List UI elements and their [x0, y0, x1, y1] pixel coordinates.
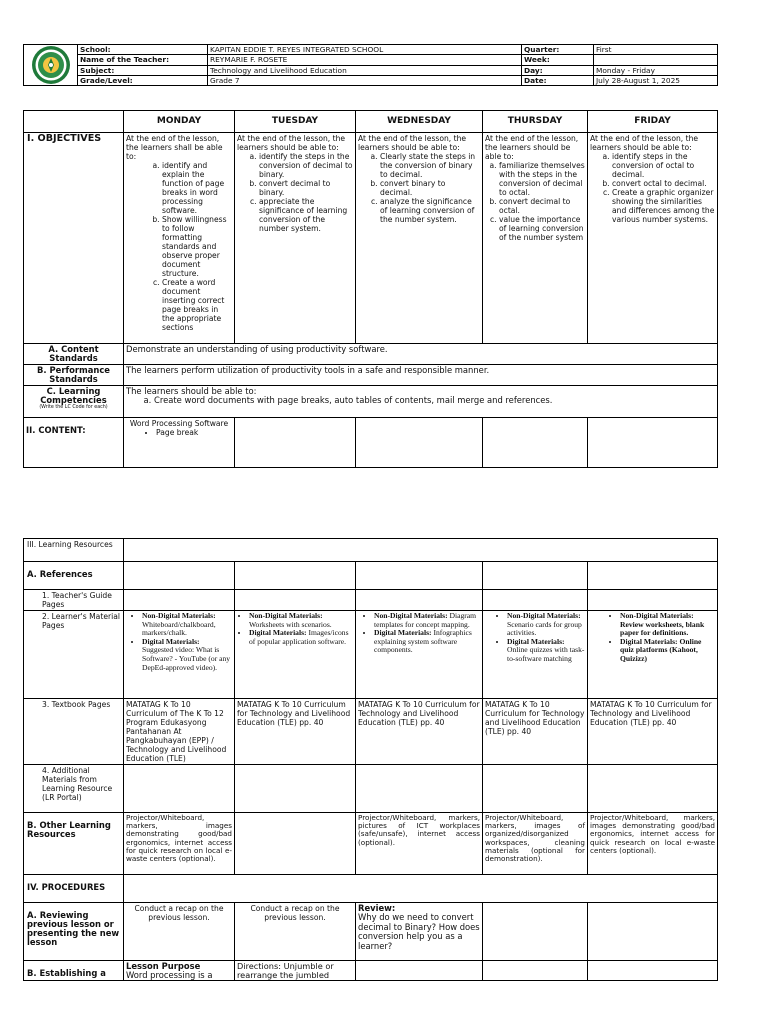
textbook-monday: MATATAG K To 10 Curriculum of The K To 12 Program Edukasyong Pantahanan At Pangkabuhayan (EPP) / Technology and Livelihood Education (TLE) — [124, 699, 235, 765]
week-label: Week: — [522, 55, 594, 65]
lc-item: a. Create word documents with page breaks, auto tables of contents, mail merge and references. — [154, 396, 715, 405]
material-item: • Non-Digital Materials: Whiteboard/chalkboard, markers/chalk. — [142, 612, 232, 638]
day-value: Monday - Friday — [594, 65, 718, 75]
learning-competencies-label: C. Learning Competencies — [40, 386, 107, 405]
objective-item: b. Show willingness to follow formatting standards and observe proper document structure. — [162, 215, 232, 278]
teachers-guide-label: 1. Teacher's Guide Pages — [24, 590, 124, 611]
review-title: Review: — [358, 903, 396, 913]
objective-item: b. convert decimal to octal. — [499, 197, 585, 215]
content-item: • Page break — [156, 428, 232, 437]
objective-item: b. convert decimal to binary. — [259, 179, 353, 197]
material-item: • Digital Materials: Suggested video: What is Software? - YouTube (or any DepEd-approved video). — [142, 638, 232, 672]
date-label: Date: — [522, 75, 594, 85]
school-label: School: — [78, 45, 208, 55]
day-header-wednesday: WEDNESDAY — [356, 111, 483, 133]
establishing-label: B. Establishing a — [24, 961, 124, 981]
other-resources-row — [24, 813, 718, 875]
cell — [356, 961, 483, 981]
references-row — [24, 562, 718, 590]
textbook-label: 3. Textbook Pages — [24, 699, 124, 765]
cell — [588, 765, 718, 813]
cell — [235, 562, 356, 590]
other-tuesday — [235, 813, 356, 875]
objective-item: a. identify and explain the function of page breaks in word processing software. — [162, 161, 232, 215]
learning-competencies-row — [24, 386, 718, 418]
objectives-intro: At the end of the lesson, the learners should be able to: — [485, 134, 579, 161]
references-label: A. References — [24, 562, 124, 590]
day-header-monday: MONDAY — [124, 111, 235, 133]
cell — [356, 765, 483, 813]
grade-value: Grade 7 — [208, 75, 522, 85]
objectives-thursday — [483, 133, 588, 344]
teacher-value: REYMARIE F. ROSETE — [208, 55, 522, 65]
performance-standards-row — [24, 365, 718, 386]
other-monday: Projector/Whiteboard, markers, images demonstrating good/bad ergonomics, internet access for quick research on local e-waste centers (optional). — [124, 813, 235, 875]
day-header-thursday: THURSDAY — [483, 111, 588, 133]
additional-materials-row — [24, 765, 718, 813]
objective-item: a. identify the steps in the conversion of decimal to binary. — [259, 152, 353, 179]
material-item: • Digital Materials: Online quiz platforms (Kahoot, Quizizz) — [620, 638, 715, 664]
objective-item: a. Clearly state the steps in the conversion of binary to decimal. — [380, 152, 480, 179]
objectives-row — [24, 133, 718, 344]
days-header-row — [24, 111, 718, 133]
learners-material-row — [24, 611, 718, 699]
performance-standards-value: The learners perform utilization of productivity tools in a safe and responsible manner. — [124, 365, 718, 386]
material-item: • Digital Materials: Images/icons of popular application software. — [249, 629, 353, 646]
content-wednesday — [356, 418, 483, 468]
quarter-label: Quarter: — [522, 45, 594, 55]
reviewing-row — [24, 903, 718, 961]
material-item: • Non-Digital Materials: Scenario cards for group activities. — [507, 612, 585, 638]
objectives-wednesday — [356, 133, 483, 344]
lc-intro: The learners should be able to: — [126, 386, 257, 396]
objectives-monday — [124, 133, 235, 344]
objectives-tuesday — [235, 133, 356, 344]
cell — [483, 562, 588, 590]
objective-item: a. identify steps in the conversion of octal to decimal. — [612, 152, 715, 179]
content-friday — [588, 418, 718, 468]
quarter-value: First — [594, 45, 718, 55]
subject-value: Technology and Livelihood Education — [208, 65, 522, 75]
textbook-friday: MATATAG K To 10 Curriculum for Technology and Livelihood Education (TLE) pp. 40 — [588, 699, 718, 765]
objective-item: c. appreciate the significance of learning conversion of the number system. — [259, 197, 353, 233]
learners-wednesday — [356, 611, 483, 699]
cell — [124, 562, 235, 590]
cell — [124, 765, 235, 813]
objectives-friday — [588, 133, 718, 344]
learning-resources-row — [24, 539, 718, 562]
learners-monday — [124, 611, 235, 699]
resources-table — [23, 538, 718, 981]
textbook-tuesday: MATATAG K To 10 Curriculum for Technology and Livelihood Education (TLE) pp. 40 — [235, 699, 356, 765]
header-info-table — [23, 44, 718, 86]
learners-friday — [588, 611, 718, 699]
cell — [356, 562, 483, 590]
cell — [235, 590, 356, 611]
performance-standards-label: B. Performance Standards — [24, 365, 124, 386]
cell — [588, 590, 718, 611]
establishing-monday — [124, 961, 235, 981]
learning-resources-empty — [124, 539, 718, 562]
learners-material-label: 2. Learner's Material Pages — [24, 611, 124, 699]
other-wednesday: Projector/Whiteboard, markers, pictures of ICT workplaces (safe/unsafe), internet access (optional). — [356, 813, 483, 875]
subject-label: Subject: — [78, 65, 208, 75]
other-friday: Projector/Whiteboard, markers, images demonstrating good/bad ergonomics, internet access for quick research on local e-waste centers (optional). — [588, 813, 718, 875]
material-item: • Non-Digital Materials: Diagram templates for concept mapping. — [374, 612, 480, 629]
corner-cell — [24, 111, 124, 133]
school-seal-icon — [31, 45, 71, 85]
lesson-purpose-body: Word processing is a — [126, 969, 213, 980]
teachers-guide-row — [24, 590, 718, 611]
reviewing-monday: Conduct a recap on the previous lesson. — [124, 903, 235, 961]
objective-item: c. analyze the significance of learning conversion of the number system. — [380, 197, 480, 224]
cell — [588, 903, 718, 961]
learning-competencies-label-cell — [24, 386, 124, 418]
additional-materials-label: 4. Additional Materials from Learning Resource (LR Portal) — [24, 765, 124, 813]
objectives-intro: At the end of the lesson, the learners should be able to: — [358, 134, 467, 152]
objectives-label: I. OBJECTIVES — [24, 133, 124, 344]
cell — [483, 590, 588, 611]
objective-item: c. Create a graphic organizer showing the similarities and differences among the various number systems. — [612, 188, 715, 224]
date-value: July 28-August 1, 2025 — [594, 75, 718, 85]
objectives-intro: At the end of the lesson, the learners shall be able to: — [126, 134, 223, 161]
procedures-label: IV. PROCEDURES — [24, 875, 124, 903]
cell — [483, 765, 588, 813]
learning-competencies-value — [124, 386, 718, 418]
day-label: Day: — [522, 65, 594, 75]
textbook-thursday: MATATAG K To 10 Curriculum for Technology and Livelihood Education (TLE) pp. 40 — [483, 699, 588, 765]
content-tuesday — [235, 418, 356, 468]
learners-thursday — [483, 611, 588, 699]
content-title: Word Processing Software — [129, 419, 229, 428]
content-row — [24, 418, 718, 468]
day-header-friday: FRIDAY — [588, 111, 718, 133]
cell — [124, 590, 235, 611]
content-standards-label: A. Content Standards — [24, 344, 124, 365]
cell — [588, 961, 718, 981]
establishing-tuesday: Directions: Unjumble or rearrange the jumbled — [235, 961, 356, 981]
material-item: • Non-Digital Materials: Worksheets with scenarios. — [249, 612, 353, 629]
lc-code-note: (Write the LC Code for each) — [39, 405, 108, 411]
cell — [235, 765, 356, 813]
logo-cell — [24, 45, 78, 86]
objectives-intro: At the end of the lesson, the learners should be able to: — [237, 134, 346, 152]
learning-resources-label: III. Learning Resources — [24, 539, 124, 562]
textbook-row — [24, 699, 718, 765]
establishing-row — [24, 961, 718, 981]
lesson-purpose-title: Lesson Purpose — [126, 961, 201, 971]
grade-label: Grade/Level: — [78, 75, 208, 85]
reviewing-tuesday: Conduct a recap on the previous lesson. — [235, 903, 356, 961]
material-item: • Non-Digital Materials: Review worksheets, blank paper for definitions. — [620, 612, 715, 638]
content-monday — [124, 418, 235, 468]
procedures-empty — [124, 875, 718, 903]
cell — [356, 590, 483, 611]
cell — [483, 903, 588, 961]
teacher-label: Name of the Teacher: — [78, 55, 208, 65]
content-standards-value: Demonstrate an understanding of using productivity software. — [124, 344, 718, 365]
content-label: II. CONTENT: — [24, 418, 124, 468]
other-thursday: Projector/Whiteboard, markers, images of organized/disorganized workspaces, cleaning materials (optional for demonstration). — [483, 813, 588, 875]
day-header-tuesday: TUESDAY — [235, 111, 356, 133]
objectives-intro: At the end of the lesson, the learners should be able to: — [590, 134, 699, 152]
reviewing-wednesday — [356, 903, 483, 961]
objective-item: c. value the importance of learning conversion of the number system — [499, 215, 585, 242]
textbook-wednesday: MATATAG K To 10 Curriculum for Technology and Livelihood Education (TLE) pp. 40 — [356, 699, 483, 765]
objective-item: b. convert binary to decimal. — [380, 179, 480, 197]
review-body: Why do we need to convert decimal to Binary? How does conversion help you as a learner? — [358, 912, 480, 951]
objective-item: b. convert octal to decimal. — [612, 179, 715, 188]
school-value: KAPITAN EDDIE T. REYES INTEGRATED SCHOOL — [208, 45, 522, 55]
week-value — [594, 55, 718, 65]
objectives-table — [23, 110, 718, 468]
objective-item: c. Create a word document inserting correct page breaks in the appropriate sections — [162, 278, 232, 332]
reviewing-label: A. Reviewing previous lesson or presenting the new lesson — [24, 903, 124, 961]
learners-tuesday — [235, 611, 356, 699]
cell — [588, 562, 718, 590]
procedures-row — [24, 875, 718, 903]
objective-item: a. familiarize themselves with the steps in the conversion of decimal to octal. — [499, 161, 585, 197]
content-standards-row — [24, 344, 718, 365]
material-item: • Digital Materials: Infographics explaining system software components. — [374, 629, 480, 655]
other-resources-label: B. Other Learning Resources — [24, 813, 124, 875]
cell — [483, 961, 588, 981]
material-item: • Digital Materials: Online quizzes with task-to-software matching — [507, 638, 585, 664]
content-thursday — [483, 418, 588, 468]
